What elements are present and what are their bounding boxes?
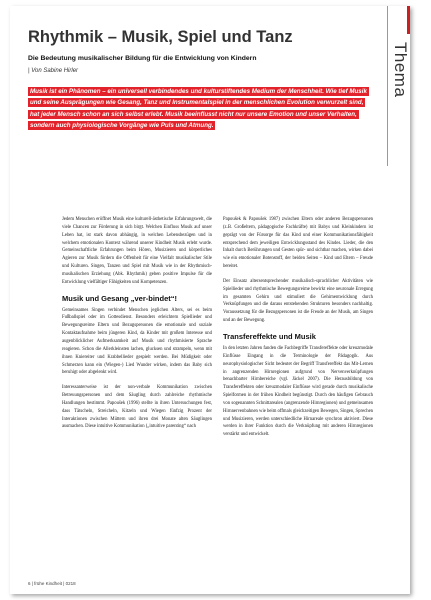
section-heading-musik-gesang: Musik und Gesang „ver-bindet“! <box>62 293 178 303</box>
left-column <box>62 216 212 438</box>
section-tab-label: Thema <box>391 42 410 98</box>
lead-highlight: Musik ist ein Phänomen – ein universell verbindendes und kulturstiftendes Medium der Menschheit. Wie tief Musik und seine Ausprägungen wie Gesang, Tanz und Instrumentalspiel in der menschlichen Evolution verwurzelt sind, hat jeder Mensch schon an sich selbst erlebt. Musik beeinflusst nicht nur unsere Emotion und unser Verhalten, sondern auch physiologische Vorgänge wie Puls und Atmung. <box>30 88 367 129</box>
magazine-page <box>10 6 410 594</box>
article-title: Rhythmik – Musik, Spiel und Tanz <box>28 28 293 46</box>
article-author: | Von Sabine Hirler <box>28 68 79 74</box>
right-paragraph-3: In den letzten Jahren fanden die Fachbegriffe Transfereffekte oder kreuzmodale Einflüsse Eingang in die Terminologie der Pädagogik. Aus neurophysiologischer Sicht bedeutet der Begriff Transfereffekt das Mit-Lernen in angrenzenden Hirnregionen aufgrund von Nervenverknüpfungen benachbarter Hirnbereiche (vgl. Jäckel 2007). Die Herausbildung von Transfereffekten oder kreuzmodaler Einflüsse wird gerade durch musikalische Spielformen in der frühen Kindheit begünstigt. Durch den häufigen Gebrauch von sogenannten Schnittarealen (angrenzende Hirnregionen) und gemeinsamen Hirnnervenbahnen wie beim offmals gleichzeitigen Bewegen, Singen, Sprechen und Musizieren, werden unterschiedliche Hirnareale synchron aktiviert. Diese werden in ihrer Funktion durch die Verknüpfung mit anderen Hirnregionen verstärkt und entwickelt. <box>223 345 373 438</box>
lead-paragraph <box>28 86 373 131</box>
section-tab-accent <box>407 6 410 34</box>
section-heading-transfereffekte: Transfereffekte und Musik <box>223 331 316 341</box>
right-paragraph-1: Papoušek & Papoušek 1987) zwischen Eltern oder anderen Bezugspersonen (z.B. Großeltern, pädagogische Fachkräfte) mit Babys und Kleinkindern ist geprägt von der Fürsorge für das Kind und einer Kommunikationsfähigkeit entsprechend dem jeweiligen Entwicklungsstand des Kindes. Lieder, die den Inhalt durch Berührungen und Gesten spür- und sichtbar machen, wirken dabei wie ein emotionaler Botenstoff, der beiden Seiten – Kind und Eltern – Freude bereitet. <box>223 217 373 270</box>
left-paragraph-2: Gemeinsames Singen verbindet Menschen jeglichen Alters, sei es beim Fußballspiel oder im Gottesdienst. Besonders erleichtern Spiellieder und Bewegungsreime Eltern und Bezugspersonen die emotionale und soziale Kontaktaufnahme beim jüngeren Kind, da Kinder mit großem Interesse und augenblicklicher Aufmerksamkeit auf Musik und rhythmisierte Sprache reagieren. Schon die Allerkleinsten lachen, glucksen und strampeln, wenn mit ihnen Kniereiter und Krabbellieder gespielt werden. Bei Müdigkeit oder Schmerzen kann ein (Wiegen-) Lied Wunder wirken, indem das Baby sich beruhigt oder abgelenkt wird. <box>62 307 212 376</box>
page-footer: 6 | frühe Kindheit | 0218 <box>28 581 76 586</box>
left-paragraph-3: Interessanterweise ist der non-verbale Kommunikation zwischen Betreuungspersonen und dem Säugling durch zahlreiche rhythmische Handlungen bestimmt. Papoušek (1996) stellte in ihren Untersuchungen fest, dass Tätscheln, Streicheln, Kitzeln und Wiegen fünfzig Prozent der Interaktionen zwischen Müttern und ihren drei Monate alten Säuglingen ausmachen. Diese intuitive Kommunikation („intuitive parenting“ nach <box>62 385 212 430</box>
right-column <box>223 216 373 446</box>
right-paragraph-2: Der Einsatz altersentsprechender musikalisch-sprachlicher Aktivitäten wie Spiellieder und rhythmische Bewegungsreime bewirkt eine neuronale Erregung im gesamten Gehirn und stimuliert die Gehirnentwicklung durch Verknüpfungen und die daraus entstehenden Strukturen besonders nachhaltig. Voraussetzung für die Bezugspersonen ist die Freude an der Musik, am Singen und an der Bewegung. <box>223 278 373 324</box>
section-tab <box>387 6 410 166</box>
article-subtitle: Die Bedeutung musikalischer Bildung für die Entwicklung von Kindern <box>28 55 257 62</box>
left-paragraph-1: Jedem Menschen eröffnet Musik eine kulturell-ästhetische Erfahrungswelt, die viele Chancen zur Förderung in sich birgt. Welchen Einfluss Musik auf unser Leben hat, ist stark davon abhängig, in welchen Lebensbezügen und in welchem emotionalen Kontext während unserer Kindheit Musik erlebt wurde. Gemeinschaftliche Erfahrungen beim Hören, Musizieren und körperliches Agieren zur Musik fördern die Offenheit für eine Vielfalt musikalischer Stile und Kulturen. Singen, Tanzen und Spiel mit Musik wie in der Rhythmisch-musikalischen Erziehung (Abk. Rhythmik) geben positive Impulse für die Entwicklung vielfältiger Fähigkeiten und Kompetenzen. <box>62 217 212 285</box>
